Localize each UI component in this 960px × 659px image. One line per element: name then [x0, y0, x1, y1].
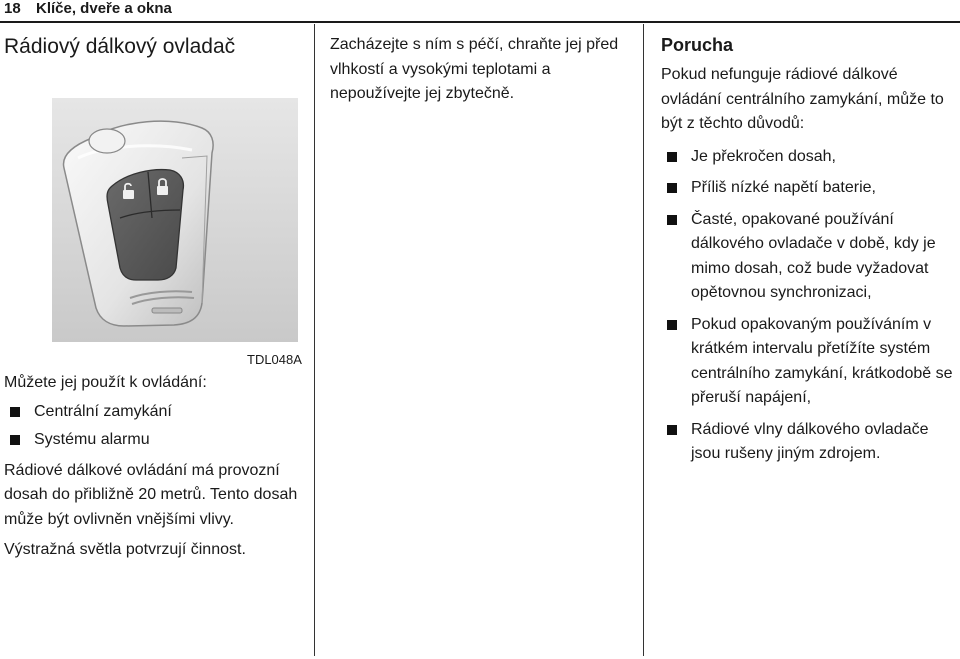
figure-code: TDL048A	[247, 352, 302, 367]
page-header	[0, 0, 960, 24]
column-divider-left	[314, 24, 315, 656]
column-3-intro: Pokud nefunguje rádiové dálkové ovládání centrálního zamykání, může to být z těchto důvodů:	[661, 66, 944, 132]
column-1	[4, 24, 309, 60]
column-2	[330, 33, 635, 107]
list-item: Systému alarmu	[4, 428, 309, 453]
header-rule	[0, 21, 960, 23]
key-fob-illustration	[52, 98, 298, 342]
list-item: Příliš nízké napětí baterie,	[661, 176, 960, 201]
list-item: Rádiové vlny dálkového ovladače jsou rušeny jiným zdrojem.	[661, 418, 960, 467]
column-3	[661, 33, 960, 474]
list-item: Pokud opakovaným používáním v krátkém intervalu přetížíte systém centrálního zamykání, krátkodobě se přeruší napájení,	[661, 313, 960, 411]
column-divider-right	[643, 24, 644, 656]
list-item: Je překročen dosah,	[661, 145, 960, 170]
section-title-fault: Porucha	[661, 35, 734, 55]
page-number: 18	[4, 0, 21, 17]
list-item: Centrální zamykání	[4, 400, 309, 425]
column-1-body	[4, 371, 309, 563]
list-item: Časté, opakované používání dálkového ovladače v době, kdy je mimo dosah, což bude vyžadovat opětovnou synchronizaci,	[661, 208, 960, 306]
column-1-intro: Můžete jej použít k ovládání:	[4, 374, 207, 391]
column-3-list	[661, 145, 960, 467]
section-title-remote: Rádiový dálkový ovladač	[4, 35, 236, 58]
running-title: Klíče, dveře a okna	[36, 0, 172, 17]
column-2-para: Zacházejte s ním s péčí, chraňte jej před vlhkostí a vysokými teplotami a nepoužívejte jej zbytečně.	[330, 36, 619, 102]
column-1-para-lights: Výstražná světla potvrzují činnost.	[4, 541, 246, 558]
column-1-para-range: Rádiové dálkové ovládání má provozní dosah do přibližně 20 metrů. Tento dosah může být ovlivněn vnějšími vlivy.	[4, 461, 298, 528]
key-fob-figure	[52, 98, 298, 342]
column-1-list	[4, 400, 309, 453]
